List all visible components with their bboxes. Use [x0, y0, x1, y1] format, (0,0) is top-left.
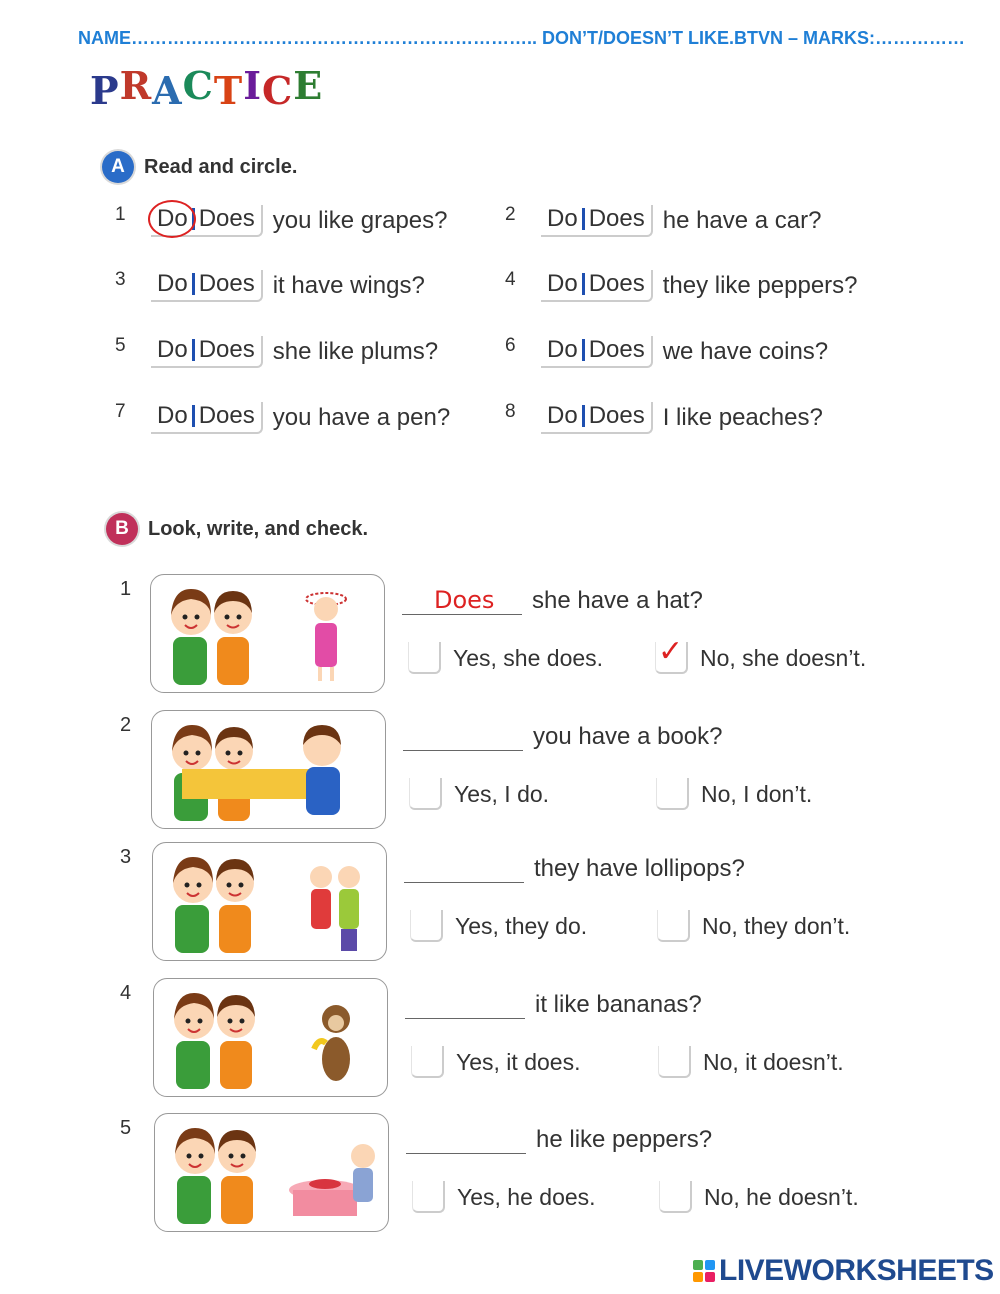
do-option[interactable]: Do	[547, 205, 578, 232]
no-checkbox[interactable]	[658, 1046, 691, 1078]
divider	[582, 208, 585, 230]
answer-blank[interactable]	[406, 1123, 526, 1154]
does-option[interactable]: Does	[588, 205, 645, 232]
question-text: you like grapes?	[272, 207, 448, 234]
yes-label: Yes, she does.	[453, 644, 604, 671]
do-does-choice	[541, 270, 653, 302]
do-option[interactable]: Do	[157, 270, 188, 297]
answer-blank[interactable]	[402, 584, 522, 615]
divider	[582, 405, 585, 427]
no-label: No, he doesn’t.	[704, 1183, 859, 1210]
yes-option	[412, 1181, 596, 1213]
illustration-image	[154, 1113, 389, 1232]
divider	[192, 273, 195, 295]
does-option[interactable]: Does	[198, 402, 255, 429]
question-number: 8	[505, 401, 516, 422]
question-text: we have coins?	[662, 338, 829, 365]
practice-letter: A	[152, 68, 183, 113]
divider	[192, 339, 195, 361]
question-number: 7	[115, 401, 126, 422]
item-number: 4	[120, 982, 132, 1004]
question-line	[404, 852, 745, 883]
does-option[interactable]: Does	[198, 336, 255, 363]
circle-question	[505, 270, 858, 302]
divider	[582, 273, 585, 295]
do-option[interactable]: Do	[547, 336, 578, 363]
no-label: No, she doesn’t.	[700, 644, 867, 671]
answer-blank[interactable]	[404, 852, 524, 883]
checkmark-icon: ✓	[658, 635, 684, 668]
do-does-choice	[151, 336, 263, 368]
circle-question	[115, 402, 450, 434]
yes-checkbox[interactable]	[408, 642, 441, 674]
do-option[interactable]: Do	[157, 336, 188, 363]
circle-question	[505, 205, 822, 237]
circle-question	[115, 336, 438, 368]
does-option[interactable]: Does	[588, 270, 645, 297]
divider	[192, 405, 195, 427]
question-text: you have a pen?	[272, 404, 451, 431]
illustration-image	[151, 710, 386, 829]
practice-letter: I	[243, 63, 262, 108]
question-line	[406, 1123, 712, 1154]
do-does-choice	[541, 336, 653, 368]
illustration-image	[150, 574, 385, 693]
section-b-heading	[106, 513, 368, 545]
question-text: he like peppers?	[536, 1126, 713, 1153]
question-number: 4	[505, 269, 516, 290]
practice-letter: C	[182, 63, 214, 108]
do-does-choice	[541, 205, 653, 237]
item-number: 2	[120, 714, 132, 736]
no-checkbox[interactable]	[656, 778, 689, 810]
item-number: 5	[120, 1117, 132, 1139]
no-option	[657, 910, 850, 942]
no-label: No, it doesn’t.	[703, 1048, 844, 1075]
item-number: 3	[120, 846, 132, 868]
question-line	[403, 720, 722, 751]
yes-checkbox[interactable]	[411, 1046, 444, 1078]
practice-letter: C	[261, 68, 294, 113]
no-label: No, I don’t.	[701, 780, 813, 807]
question-text: they have lollipops?	[534, 855, 745, 882]
section-a-title: Read and circle.	[144, 155, 298, 178]
circle-question	[505, 402, 823, 434]
logo-grid-icon	[693, 1260, 715, 1282]
no-checkbox[interactable]	[657, 910, 690, 942]
do-does-choice	[151, 205, 263, 237]
does-option[interactable]: Does	[588, 336, 645, 363]
section-a-heading	[102, 151, 297, 183]
do-option[interactable]: Do	[157, 402, 188, 429]
no-checkbox[interactable]	[659, 1181, 692, 1213]
yes-label: Yes, they do.	[455, 912, 588, 939]
does-option[interactable]: Does	[198, 270, 255, 297]
liveworksheets-logo	[693, 1254, 994, 1288]
yes-option	[411, 1046, 580, 1078]
item-number: 1	[120, 578, 132, 600]
question-number: 6	[505, 335, 516, 356]
question-text: it have wings?	[272, 272, 425, 299]
do-option[interactable]: Do	[157, 205, 188, 232]
question-text: she like plums?	[272, 338, 439, 365]
logo-text: LIVEWORKSHEETS	[719, 1254, 994, 1287]
divider	[582, 339, 585, 361]
does-option[interactable]: Does	[198, 205, 255, 232]
yes-option	[409, 778, 549, 810]
practice-letter: R	[119, 63, 153, 108]
yes-checkbox[interactable]	[412, 1181, 445, 1213]
question-number: 3	[115, 269, 126, 290]
question-text: they like peppers?	[662, 272, 858, 299]
no-option	[656, 778, 812, 810]
worksheet-header: NAME………………………………………………………….. DON’T/DOESN’T LIKE.BTVN – MARKS:……………	[78, 28, 966, 48]
do-does-choice	[151, 402, 263, 434]
question-text: I like peaches?	[662, 404, 823, 431]
question-line	[402, 584, 703, 615]
question-number: 5	[115, 335, 126, 356]
circle-question	[505, 336, 828, 368]
question-line	[405, 988, 702, 1019]
do-does-choice	[541, 402, 653, 434]
no-option	[658, 1046, 844, 1078]
practice-letter: E	[293, 63, 324, 108]
circle-question	[115, 270, 425, 302]
no-label: No, they don’t.	[702, 912, 851, 939]
answer-blank[interactable]	[403, 720, 523, 751]
practice-letter: P	[90, 68, 120, 113]
do-does-choice	[151, 270, 263, 302]
section-b-badge: B	[106, 513, 138, 545]
question-text: she have a hat?	[532, 587, 703, 614]
section-a-badge: A	[102, 151, 134, 183]
question-number: 1	[115, 204, 126, 225]
written-answer: Does	[434, 586, 495, 614]
question-number: 2	[505, 204, 516, 225]
illustration-image	[153, 978, 388, 1097]
do-option[interactable]: Do	[547, 270, 578, 297]
section-b-title: Look, write, and check.	[148, 517, 369, 540]
no-option	[659, 1181, 859, 1213]
question-text: it like bananas?	[535, 991, 702, 1018]
practice-letter: T	[213, 68, 244, 113]
does-option[interactable]: Does	[588, 402, 645, 429]
no-option	[655, 635, 867, 674]
answer-blank[interactable]	[405, 988, 525, 1019]
yes-checkbox[interactable]	[409, 778, 442, 810]
do-option[interactable]: Do	[547, 402, 578, 429]
yes-label: Yes, I do.	[454, 780, 550, 807]
circle-question	[115, 205, 448, 237]
practice-title	[90, 63, 324, 113]
yes-checkbox[interactable]	[410, 910, 443, 942]
question-text: you have a book?	[533, 723, 723, 750]
yes-option	[408, 642, 603, 674]
yes-label: Yes, he does.	[457, 1183, 596, 1210]
no-checkbox[interactable]	[655, 635, 688, 674]
illustration-image	[152, 842, 387, 961]
yes-option	[410, 910, 587, 942]
yes-label: Yes, it does.	[456, 1048, 581, 1075]
question-text: he have a car?	[662, 207, 822, 234]
